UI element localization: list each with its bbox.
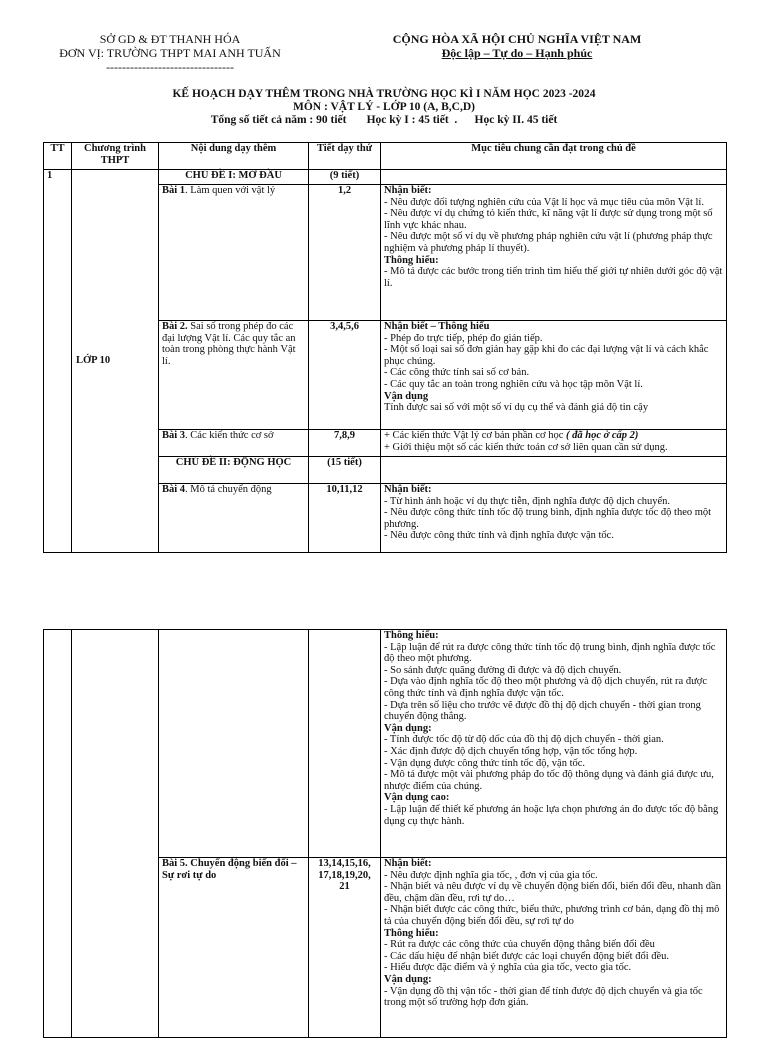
lesson2-title: Bài 2. Sai số trong phép đo các đại lượng Vật lí. Các quy tắc an toàn trong phòng thực hành Vật lí. [159, 321, 309, 430]
lesson4-periods-cont [309, 630, 381, 858]
lesson3-periods: 7,8,9 [309, 430, 381, 457]
lesson1-periods: 1,2 [309, 185, 381, 321]
issuer-block [40, 32, 300, 74]
lesson4-objectives-cont: Thông hiểu: - Lập luận để rút ra được công thức tính tốc độ trung bình, định nghĩa được tốc độ theo một phương. - So sánh được quãng đường đi được và độ dịch chuyển. - Dựa vào định nghĩa tốc độ theo một phương và độ dịch chuyển, rút ra được công thức tính và định nghĩa được vận tốc. - Dựa trên số liệu cho trước vẽ được đồ thị độ dịch chuyển - thời gian trong chuyển động thẳng. Vận dụng: - Tính được tốc độ từ độ dốc của đồ thị độ dịch chuyển - thời gian. - Xác định được độ dịch chuyển tổng hợp, vận tốc tổng hợp. - Vận dụng được công thức tính tốc độ, vận tốc. - Mô tả được một vài phương pháp đo tốc độ thông dụng và đánh giá được ưu, nhược điểm của chúng. Vận dụng cao: - Lập luận để thiết kế phương án hoặc lựa chọn phương án đo được tốc độ bằng dụng cụ thực hành. [381, 630, 727, 858]
header-objectives: Mục tiêu chung cần đạt trong chủ đề [381, 143, 727, 170]
tt-cell: 1 [44, 170, 72, 553]
topic2-name: CHỦ ĐỀ II: ĐỘNG HỌC [159, 457, 309, 484]
lesson4-title: Bài 4. Mô tả chuyển động [159, 484, 309, 553]
national-header [372, 32, 662, 60]
table-row [44, 630, 727, 858]
lesson1-objectives: Nhận biết: - Nêu được đối tượng nghiên cứu của Vật lí học và mục tiêu của môn Vật lí. - Nêu được ví dụ chứng tỏ kiến thức, kĩ năng vật lí được sử dụng trong một số lĩnh vực khác nhau. - Nêu được một số ví dụ về phương pháp nghiên cứu vật lí (phương pháp thực nghiệm và phương pháp lí thuyết). Thông hiểu: - Mô tả được các bước trong tiến trình tìm hiểu thế giới tự nhiên dưới góc độ vật lí. [381, 185, 727, 321]
topic2-periods: (15 tiết) [309, 457, 381, 484]
plan-table-part1 [43, 142, 727, 553]
national-motto: Độc lập – Tự do – Hạnh phúc [441, 46, 593, 60]
topic1-name: CHỦ ĐỀ I: MỞ ĐẦU [159, 170, 309, 185]
lesson5-objectives: Nhận biết: - Nêu được định nghĩa gia tốc, , đơn vị của gia tốc. - Nhận biết và nêu được ví dụ về chuyển động biến đổi, biến đổi đều, nhanh dần đều, chậm dần đều, rơi tự do… - Nhận biết được các công thức, biểu thức, phương trình cơ bản, dạng đồ thị mô tả của chuyển động biến đổi đều, sự rơi tự do Thông hiểu: - Rút ra được các công thức của chuyển động thẳng biến đổi đều - Các dấu hiệu để nhận biết được các loại chuyển động biết đổi đều. - Hiểu được đặc điểm và ý nghĩa của gia tốc, vecto gia tốc. Vận dụng: - Vận dụng đồ thị vận tốc - thời gian để tính được độ dịch chuyển và gia tốc trong một số trường hợp đơn giản. [381, 858, 727, 1038]
lesson2-periods: 3,4,5,6 [309, 321, 381, 430]
subject-line: MÔN : VẬT LÝ - LỚP 10 (A, B,C,D) [293, 101, 475, 113]
lesson2-objectives: Nhận biết – Thông hiểu - Phép đo trực tiếp, phép đo gián tiếp. - Một số loại sai số đơn giản hay gặp khi đo các đại lượng vật lí và cách khắc phục chúng. - Các công thức tính sai số cơ bản. - Các quy tắc an toàn trong nghiên cứu và học tập môn Vật lí. Vận dụng Tính được sai số với một số ví dụ cụ thể và đánh giá độ tin cậy [381, 321, 727, 430]
separator-dashes: -------------------------------- [106, 60, 234, 74]
plan-table-part2 [43, 629, 727, 1038]
lesson5-periods: 13,14,15,16, 17,18,19,20, 21 [309, 858, 381, 1038]
header-periods: Tiết dạy thứ [309, 143, 381, 170]
topic1-periods: (9 tiết) [309, 170, 381, 185]
lesson4-title-cont [159, 630, 309, 858]
lesson4-objectives: Nhận biết: - Từ hình ảnh hoặc ví dụ thực tiễn, định nghĩa được độ dịch chuyển. - Nêu được công thức tính tốc độ trung bình, định nghĩa được tốc độ theo một phương. - Nêu được công thức tính và định nghĩa được vận tốc. [381, 484, 727, 553]
unit-name: ĐƠN VỊ: TRƯỜNG THPT MAI ANH TUẤN [59, 46, 281, 60]
topic2-objectives [381, 457, 727, 484]
lesson1-title: Bài 1. Làm quen với vật lý [159, 185, 309, 321]
periods-summary: Tổng số tiết cả năm : 90 tiết Học kỳ I : 45 tiết . Học kỳ II. 45 tiết [210, 114, 558, 126]
program-cell: LỚP 10 [72, 170, 159, 553]
program-cell-cont [72, 630, 159, 1038]
topic-row [44, 170, 727, 185]
lesson4-periods: 10,11,12 [309, 484, 381, 553]
lesson3-title: Bài 3. Các kiến thức cơ sở [159, 430, 309, 457]
department-name: SỞ GD & ĐT THANH HÓA [99, 32, 241, 46]
lesson3-objectives: + Các kiến thức Vật lý cơ bản phần cơ học ( đã học ở cấp 2) + Giới thiệu một số các kiến thức toán cơ sở liên quan cần sử dụng. [381, 430, 727, 457]
lesson5-title: Bài 5. Chuyển động biến đổi – Sự rơi tự do [159, 858, 309, 1038]
header-program: Chương trình THPT [72, 143, 159, 170]
header-content: Nội dung dạy thêm [159, 143, 309, 170]
table-header-row [44, 143, 727, 170]
country-name: CỘNG HÒA XÃ HỘI CHỦ NGHĨA VIỆT NAM [392, 32, 642, 46]
header-tt: TT [44, 143, 72, 170]
tt-cell-cont [44, 630, 72, 1038]
topic1-objectives [381, 170, 727, 185]
document-title: KẾ HOẠCH DẠY THÊM TRONG NHÀ TRƯỜNG HỌC KÌ I NĂM HỌC 2023 -2024 [172, 88, 596, 100]
